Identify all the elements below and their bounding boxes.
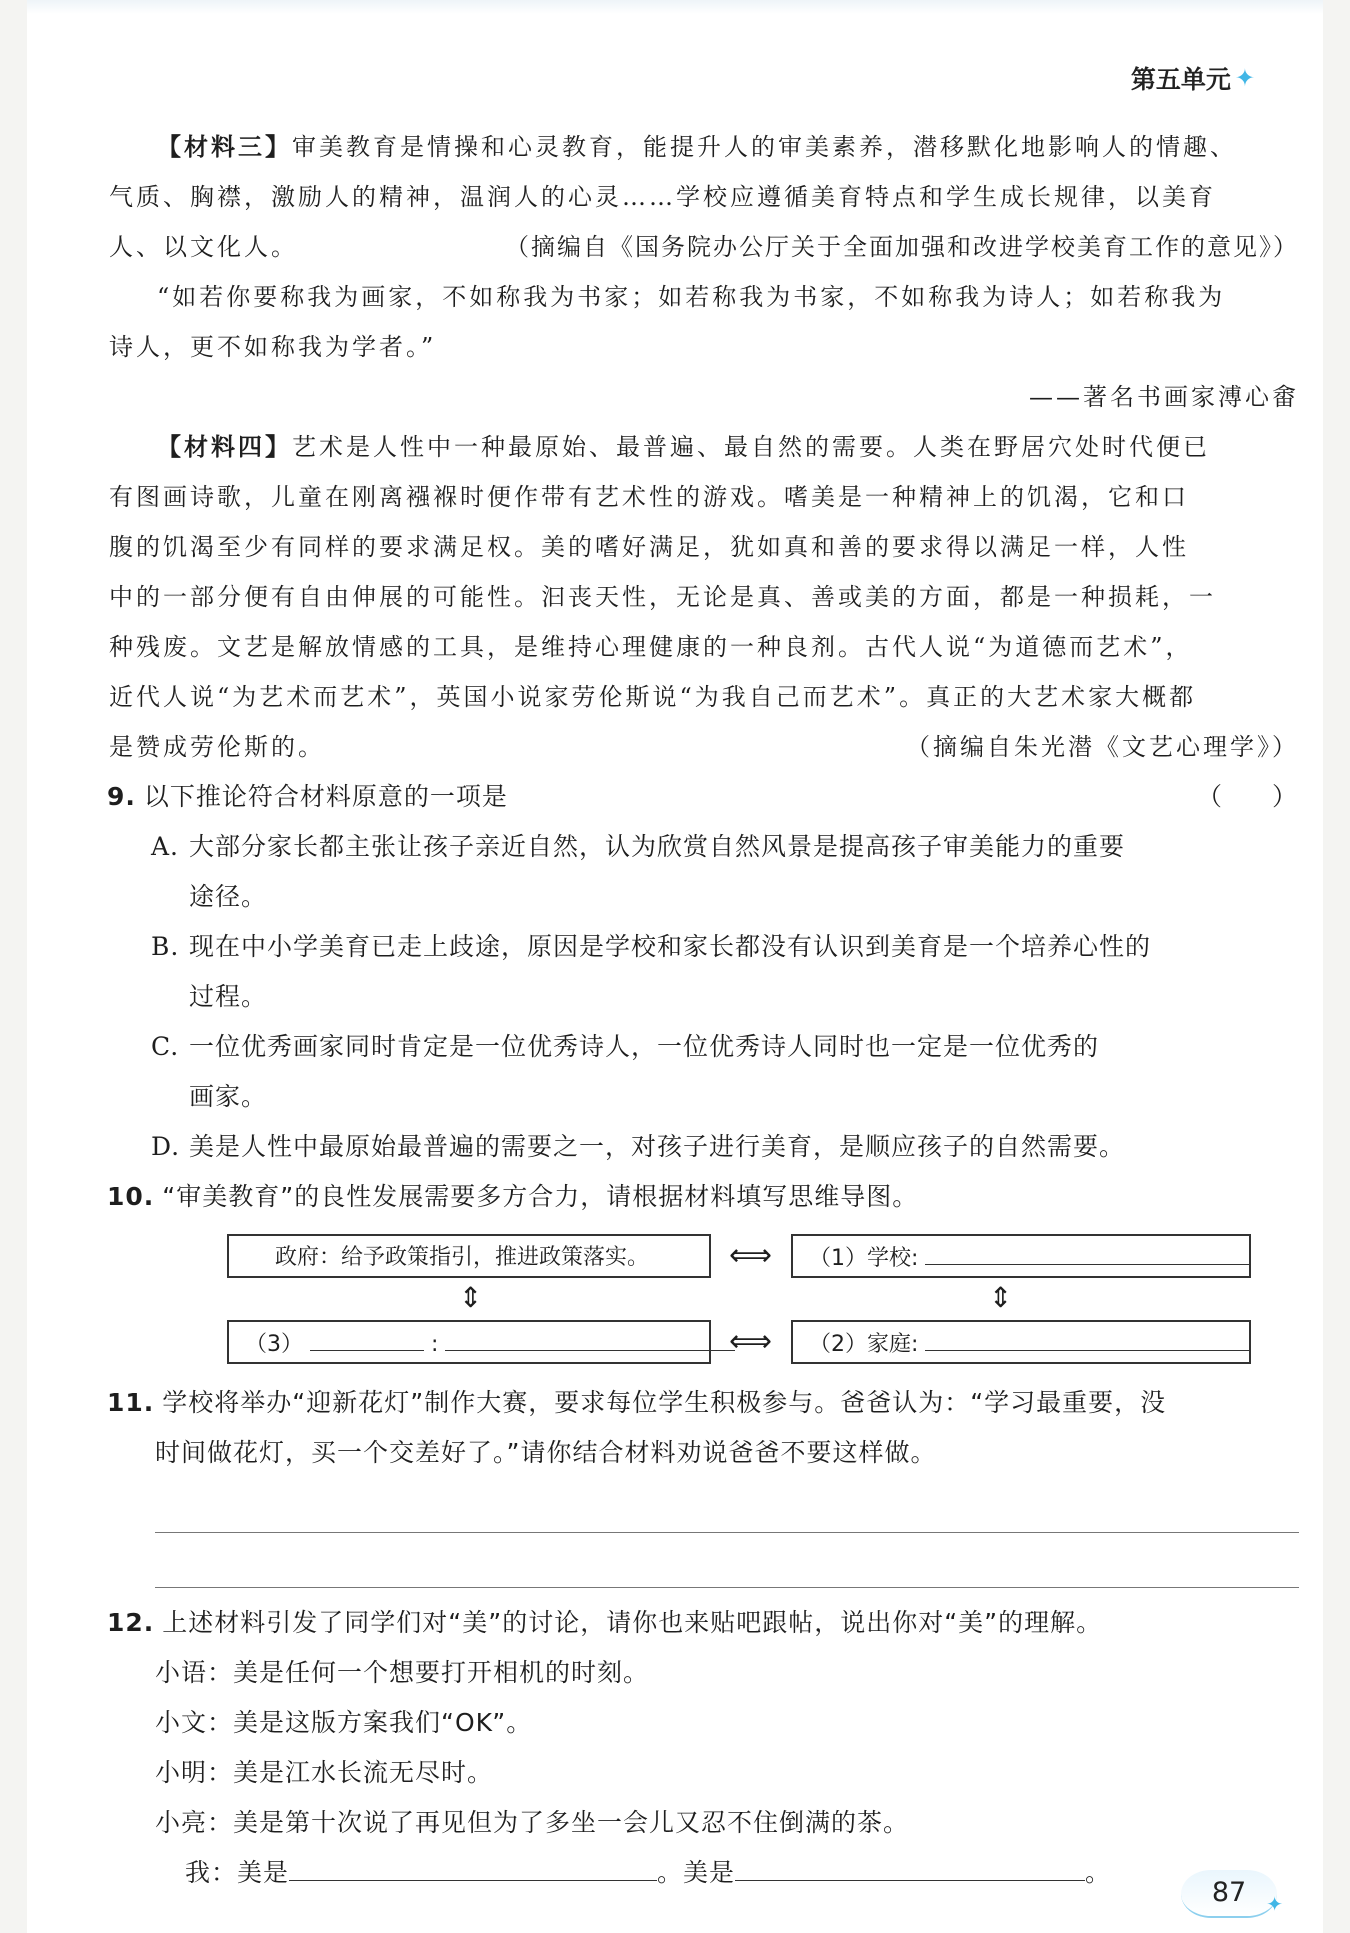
question-10: [107, 1172, 1299, 1222]
question-12-number: 12.: [107, 1608, 155, 1637]
material4-line-1: 【材料四】艺术是人性中一种最原始、最普遍、最自然的需要。人类在野居穴处时代便已: [157, 433, 1210, 461]
material4-line-7: 是赞成劳伦斯的。 （摘编自朱光潜《文艺心理学》）: [109, 722, 1299, 772]
school-answer-field[interactable]: [925, 1236, 1249, 1265]
question-10-number: 10.: [107, 1182, 155, 1211]
material4-line-5: 种残废。文艺是解放情感的工具，是维持心理健康的一种良剂。古代人说“为道德而艺术”，: [109, 633, 1193, 661]
arrow-horizontal-bottom: ⟺: [729, 1324, 773, 1359]
question-9-number: 9.: [107, 782, 136, 811]
option-c-cont: 画家。: [189, 1082, 268, 1111]
question-10-stem: “审美教育”的良性发展需要多方合力，请根据材料填写思维导图。: [162, 1182, 919, 1211]
unit-title: 第五单元: [1130, 65, 1231, 94]
question-9: [107, 772, 1299, 822]
family-answer-field[interactable]: [925, 1322, 1249, 1351]
quote-line-2: 诗人，更不如称我为学者。”: [109, 333, 437, 361]
option-a-cont: 途径。: [189, 882, 268, 911]
question-9-stem: 以下推论符合材料原意的一项是: [143, 782, 508, 811]
option-b-cont: 过程。: [189, 982, 268, 1011]
question-11: 11. 学校将举办“迎新花灯”制作大赛，要求每位学生积极参与。爸爸认为：“学习最重要，没: [107, 1388, 1167, 1417]
sparkle-icon: ✦: [1234, 64, 1255, 92]
box-school: （1）学校:: [791, 1234, 1251, 1278]
material3-line-2: 气质、胸襟，激励人的精神，温润人的心灵……学校应遵循美育特点和学生成长规律，以美育: [109, 183, 1216, 211]
box-government: 政府：给予政策指引，推进政策落实。: [227, 1234, 711, 1278]
option-b[interactable]: B. 现在中小学美育已走上歧途，原因是学校和家长都没有认识到美育是一个培养心性的: [151, 932, 1152, 961]
post-xiaoming: 小明：美是江水长流无尽时。: [155, 1758, 494, 1787]
question-11-cont: 时间做花灯，买一个交差好了。”请你结合材料劝说爸爸不要这样做。: [155, 1438, 937, 1467]
material3-source: （摘编自《国务院办公厅关于全面加强和改进学校美育工作的意见》）: [505, 233, 1299, 261]
arrow-horizontal-top: ⟺: [729, 1238, 773, 1273]
option-d[interactable]: D. 美是人性中最原始最普遍的需要之一，对孩子进行美育，是顺应孩子的自然需要。: [151, 1132, 1126, 1161]
arrow-vertical-left: ⇕: [459, 1281, 483, 1314]
question-12: 12. 上述材料引发了同学们对“美”的讨论，请你也来贴吧跟帖，说出你对“美”的理解。: [107, 1608, 1103, 1637]
material4-label: 【材料四】: [157, 433, 292, 461]
material4-line-6: 近代人说“为艺术而艺术”，英国小说家劳伦斯说“为我自己而艺术”。真正的大艺术家大概都: [109, 683, 1197, 711]
page-sparkle-icon: ✦: [1266, 1892, 1283, 1916]
material3-line-1: 【材料三】审美教育是情操和心灵教育，能提升人的审美素养，潜移默化地影响人的情趣、: [157, 133, 1237, 161]
header-bar: [27, 0, 1323, 14]
box-3-name-field[interactable]: [310, 1322, 424, 1351]
answer-bracket[interactable]: （ ）: [1196, 782, 1297, 811]
material4-source: （摘编自朱光潜《文艺心理学》）: [906, 733, 1299, 761]
answer-line-2[interactable]: [155, 1533, 1299, 1588]
me-answer-field-2[interactable]: [735, 1852, 1085, 1881]
question-11-number: 11.: [107, 1388, 155, 1417]
mind-map: [109, 1228, 1299, 1378]
arrow-vertical-right: ⇕: [989, 1281, 1013, 1314]
me-answer-field-1[interactable]: [289, 1852, 657, 1881]
worksheet-page: [27, 0, 1323, 1933]
option-c[interactable]: C. 一位优秀画家同时肯定是一位优秀诗人，一位优秀诗人同时也一定是一位优秀的: [151, 1032, 1100, 1061]
quote-line-1: “如若你要称我为画家，不如称我为书家；如若称我为书家，不如称我为诗人；如若称我为: [157, 283, 1226, 311]
post-me: 我：美是 。美是 。: [109, 1848, 1299, 1898]
box-3-answer-field[interactable]: [445, 1322, 735, 1351]
box-family: （2）家庭:: [791, 1320, 1251, 1364]
material4-line-4: 中的一部分便有自由伸展的可能性。汩丧天性，无论是真、善或美的方面，都是一种损耗，一: [109, 583, 1216, 611]
material4-line-2: 有图画诗歌，儿童在刚离襁褓时便作带有艺术性的游戏。嗜美是一种精神上的饥渴，它和口: [109, 483, 1189, 511]
unit-header: [1131, 60, 1255, 96]
post-xiaoliang: 小亮：美是第十次说了再见但为了多坐一会儿又忍不住倒满的茶。: [155, 1808, 910, 1837]
material3-label: 【材料三】: [157, 133, 292, 161]
option-a[interactable]: A. 大部分家长都主张让孩子亲近自然，认为欣赏自然风景是提高孩子审美能力的重要: [151, 832, 1126, 861]
material4-line-3: 腹的饥渴至少有同样的要求满足权。美的嗜好满足，犹如真和善的要求得以满足一样，人性: [109, 533, 1189, 561]
post-xiaowen: 小文：美是这版方案我们“OK”。: [155, 1708, 533, 1737]
page-number: 87: [1181, 1870, 1277, 1918]
material3-line-3: 人、以文化人。 （摘编自《国务院办公厅关于全面加强和改进学校美育工作的意见》）: [109, 222, 1299, 272]
post-xiaoyu: 小语：美是任何一个想要打开相机的时刻。: [155, 1658, 650, 1687]
answer-line-1[interactable]: [155, 1478, 1299, 1533]
quote-source: ——著名书画家溥心畬: [1029, 383, 1299, 411]
box-3: （3） :: [227, 1320, 711, 1364]
content: [109, 122, 1299, 1898]
